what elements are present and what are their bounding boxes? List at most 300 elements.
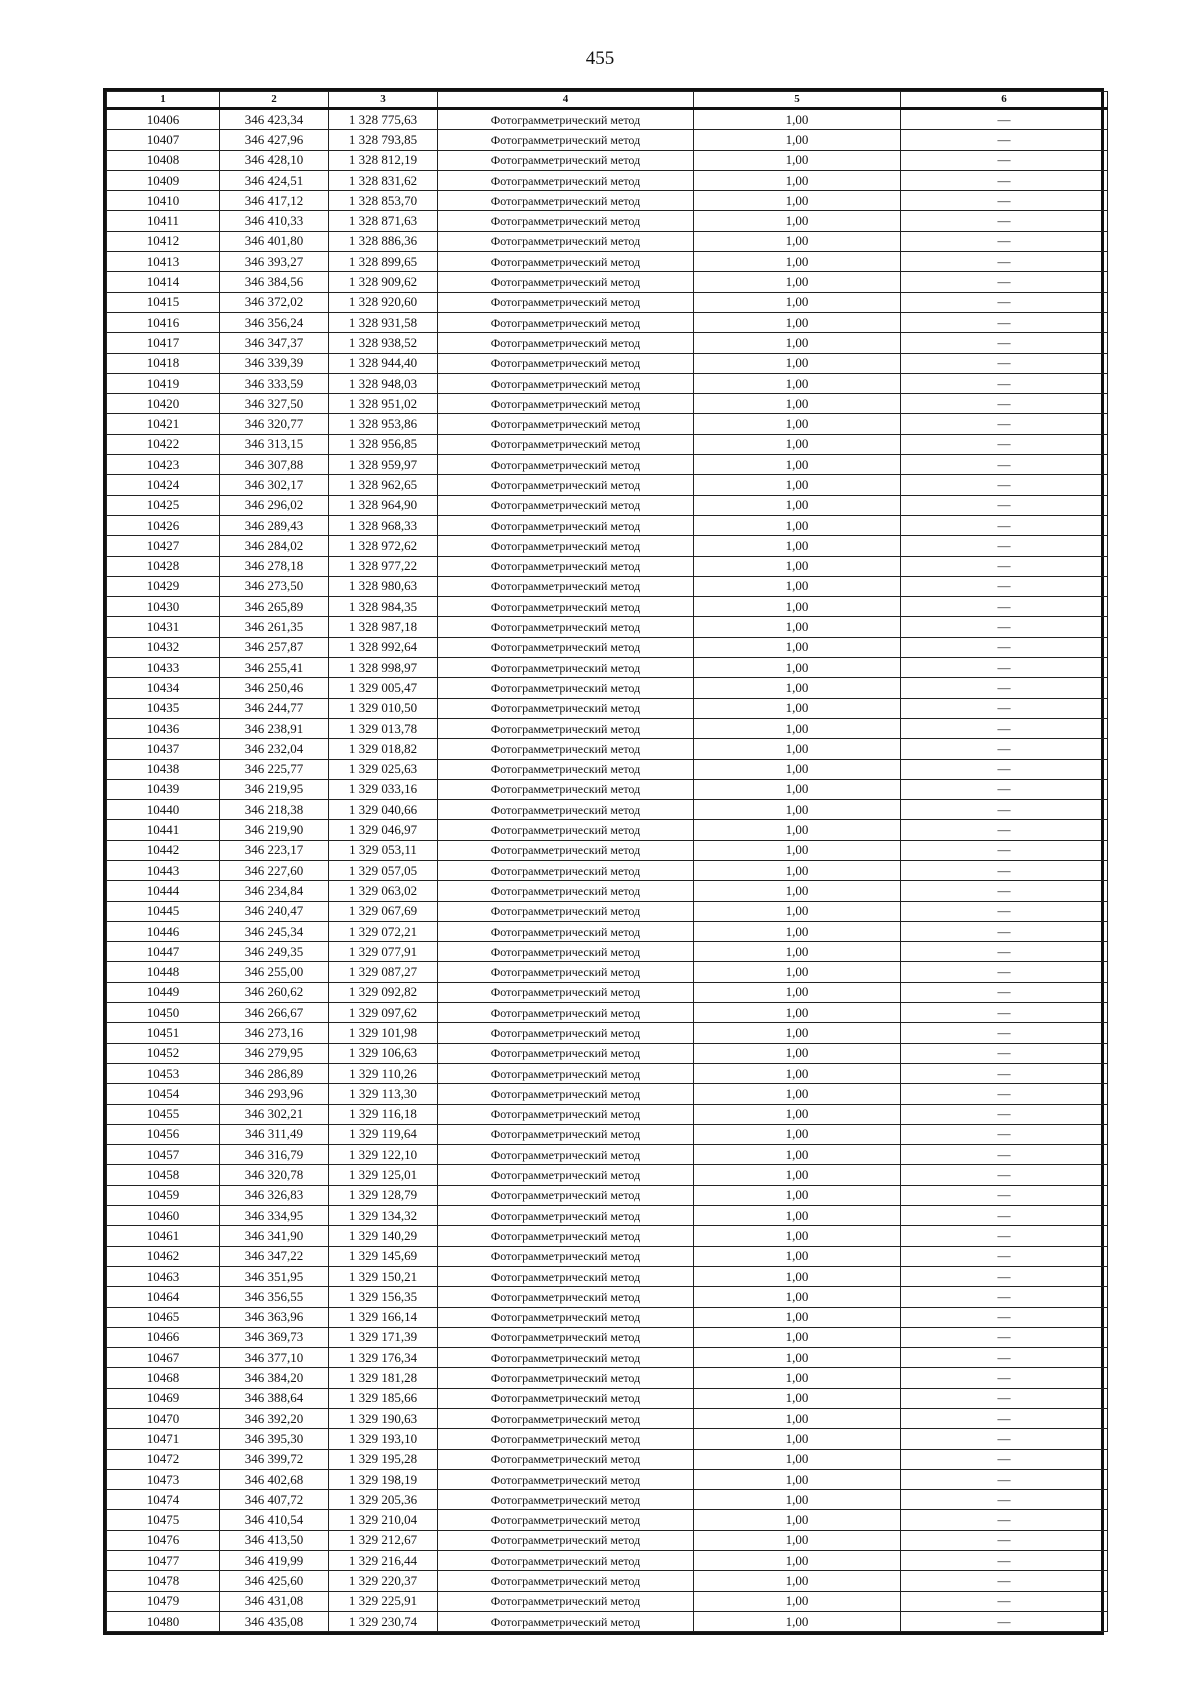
x-coordinate-cell: 346 234,84	[220, 881, 329, 901]
x-coordinate-cell: 346 218,38	[220, 800, 329, 820]
y-coordinate-cell: 1 328 853,70	[329, 191, 438, 211]
note-cell: —	[901, 759, 1108, 779]
method-cell: Фотограмметрический метод	[438, 394, 694, 414]
note-cell: —	[901, 1551, 1108, 1571]
x-coordinate-cell: 346 273,50	[220, 576, 329, 596]
table-row	[107, 1611, 1108, 1631]
table-row	[107, 617, 1108, 637]
accuracy-cell: 1,00	[694, 1429, 901, 1449]
method-cell: Фотограмметрический метод	[438, 779, 694, 799]
method-cell: Фотограмметрический метод	[438, 1104, 694, 1124]
x-coordinate-cell: 346 410,33	[220, 211, 329, 231]
x-coordinate-cell: 346 341,90	[220, 1226, 329, 1246]
x-coordinate-cell: 346 240,47	[220, 901, 329, 921]
point-number-cell: 10415	[107, 292, 220, 312]
point-number-cell: 10444	[107, 881, 220, 901]
note-cell: —	[901, 292, 1108, 312]
point-number-cell: 10425	[107, 495, 220, 515]
x-coordinate-cell: 346 249,35	[220, 942, 329, 962]
point-number-cell: 10476	[107, 1530, 220, 1550]
note-cell: —	[901, 1530, 1108, 1550]
y-coordinate-cell: 1 328 959,97	[329, 455, 438, 475]
accuracy-cell: 1,00	[694, 820, 901, 840]
point-number-cell: 10421	[107, 414, 220, 434]
method-cell: Фотограмметрический метод	[438, 1327, 694, 1347]
x-coordinate-cell: 346 302,17	[220, 475, 329, 495]
x-coordinate-cell: 346 278,18	[220, 556, 329, 576]
accuracy-cell: 1,00	[694, 191, 901, 211]
x-coordinate-cell: 346 402,68	[220, 1469, 329, 1489]
table-row	[107, 1185, 1108, 1205]
table-row	[107, 1388, 1108, 1408]
note-cell: —	[901, 1287, 1108, 1307]
method-cell: Фотограмметрический метод	[438, 962, 694, 982]
table-row	[107, 1530, 1108, 1550]
y-coordinate-cell: 1 329 063,02	[329, 881, 438, 901]
x-coordinate-cell: 346 219,90	[220, 820, 329, 840]
accuracy-cell: 1,00	[694, 252, 901, 272]
point-number-cell: 10479	[107, 1591, 220, 1611]
table-row	[107, 759, 1108, 779]
point-number-cell: 10464	[107, 1287, 220, 1307]
accuracy-cell: 1,00	[694, 860, 901, 880]
y-coordinate-cell: 1 329 166,14	[329, 1307, 438, 1327]
method-cell: Фотограмметрический метод	[438, 1084, 694, 1104]
x-coordinate-cell: 346 419,99	[220, 1551, 329, 1571]
accuracy-cell: 1,00	[694, 1388, 901, 1408]
accuracy-cell: 1,00	[694, 333, 901, 353]
note-cell: —	[901, 1611, 1108, 1631]
accuracy-cell: 1,00	[694, 617, 901, 637]
accuracy-cell: 1,00	[694, 658, 901, 678]
table-row	[107, 1145, 1108, 1165]
accuracy-cell: 1,00	[694, 1266, 901, 1286]
note-cell: —	[901, 455, 1108, 475]
method-cell: Фотограмметрический метод	[438, 373, 694, 393]
method-cell: Фотограмметрический метод	[438, 414, 694, 434]
method-cell: Фотограмметрический метод	[438, 252, 694, 272]
accuracy-cell: 1,00	[694, 455, 901, 475]
table-row	[107, 1063, 1108, 1083]
method-cell: Фотограмметрический метод	[438, 1023, 694, 1043]
note-cell: —	[901, 1206, 1108, 1226]
method-cell: Фотограмметрический метод	[438, 1348, 694, 1368]
y-coordinate-cell: 1 329 210,04	[329, 1510, 438, 1530]
y-coordinate-cell: 1 329 053,11	[329, 840, 438, 860]
y-coordinate-cell: 1 328 984,35	[329, 597, 438, 617]
method-cell: Фотограмметрический метод	[438, 1246, 694, 1266]
method-cell: Фотограмметрический метод	[438, 475, 694, 495]
method-cell: Фотограмметрический метод	[438, 901, 694, 921]
point-number-cell: 10442	[107, 840, 220, 860]
method-cell: Фотограмметрический метод	[438, 617, 694, 637]
x-coordinate-cell: 346 427,96	[220, 130, 329, 150]
table-row	[107, 252, 1108, 272]
point-number-cell: 10477	[107, 1551, 220, 1571]
x-coordinate-cell: 346 286,89	[220, 1063, 329, 1083]
note-cell: —	[901, 515, 1108, 535]
method-cell: Фотограмметрический метод	[438, 1287, 694, 1307]
x-coordinate-cell: 346 413,50	[220, 1530, 329, 1550]
method-cell: Фотограмметрический метод	[438, 637, 694, 657]
accuracy-cell: 1,00	[694, 1206, 901, 1226]
y-coordinate-cell: 1 329 057,05	[329, 860, 438, 880]
accuracy-cell: 1,00	[694, 576, 901, 596]
y-coordinate-cell: 1 329 077,91	[329, 942, 438, 962]
table-row	[107, 515, 1108, 535]
y-coordinate-cell: 1 328 992,64	[329, 637, 438, 657]
x-coordinate-cell: 346 238,91	[220, 718, 329, 738]
accuracy-cell: 1,00	[694, 495, 901, 515]
y-coordinate-cell: 1 329 185,66	[329, 1388, 438, 1408]
table-row	[107, 982, 1108, 1002]
accuracy-cell: 1,00	[694, 718, 901, 738]
accuracy-cell: 1,00	[694, 678, 901, 698]
y-coordinate-cell: 1 329 013,78	[329, 718, 438, 738]
x-coordinate-cell: 346 250,46	[220, 678, 329, 698]
method-cell: Фотограмметрический метод	[438, 597, 694, 617]
accuracy-cell: 1,00	[694, 759, 901, 779]
table-row	[107, 820, 1108, 840]
accuracy-cell: 1,00	[694, 373, 901, 393]
note-cell: —	[901, 820, 1108, 840]
y-coordinate-cell: 1 328 951,02	[329, 394, 438, 414]
method-cell: Фотограмметрический метод	[438, 800, 694, 820]
y-coordinate-cell: 1 329 220,37	[329, 1571, 438, 1591]
table-row	[107, 779, 1108, 799]
method-cell: Фотограмметрический метод	[438, 658, 694, 678]
coordinates-table	[106, 91, 1108, 1632]
x-coordinate-cell: 346 356,55	[220, 1287, 329, 1307]
method-cell: Фотограмметрический метод	[438, 1469, 694, 1489]
x-coordinate-cell: 346 219,95	[220, 779, 329, 799]
method-cell: Фотограмметрический метод	[438, 495, 694, 515]
y-coordinate-cell: 1 329 116,18	[329, 1104, 438, 1124]
note-cell: —	[901, 1388, 1108, 1408]
table-row	[107, 1571, 1108, 1591]
y-coordinate-cell: 1 329 145,69	[329, 1246, 438, 1266]
y-coordinate-cell: 1 328 956,85	[329, 434, 438, 454]
accuracy-cell: 1,00	[694, 901, 901, 921]
table-row	[107, 1490, 1108, 1510]
table-row	[107, 698, 1108, 718]
point-number-cell: 10416	[107, 312, 220, 332]
method-cell: Фотограмметрический метод	[438, 536, 694, 556]
accuracy-cell: 1,00	[694, 637, 901, 657]
y-coordinate-cell: 1 329 122,10	[329, 1145, 438, 1165]
point-number-cell: 10410	[107, 191, 220, 211]
y-coordinate-cell: 1 329 092,82	[329, 982, 438, 1002]
x-coordinate-cell: 346 424,51	[220, 170, 329, 190]
table-row	[107, 1206, 1108, 1226]
note-cell: —	[901, 779, 1108, 799]
y-coordinate-cell: 1 328 953,86	[329, 414, 438, 434]
point-number-cell: 10465	[107, 1307, 220, 1327]
y-coordinate-cell: 1 328 886,36	[329, 231, 438, 251]
x-coordinate-cell: 346 266,67	[220, 1003, 329, 1023]
table-row	[107, 495, 1108, 515]
column-header-5: 5	[694, 92, 901, 109]
note-cell: —	[901, 373, 1108, 393]
y-coordinate-cell: 1 329 140,29	[329, 1226, 438, 1246]
x-coordinate-cell: 346 388,64	[220, 1388, 329, 1408]
note-cell: —	[901, 1023, 1108, 1043]
point-number-cell: 10437	[107, 739, 220, 759]
method-cell: Фотограмметрический метод	[438, 1043, 694, 1063]
x-coordinate-cell: 346 227,60	[220, 860, 329, 880]
y-coordinate-cell: 1 328 920,60	[329, 292, 438, 312]
method-cell: Фотограмметрический метод	[438, 1510, 694, 1530]
point-number-cell: 10422	[107, 434, 220, 454]
x-coordinate-cell: 346 393,27	[220, 252, 329, 272]
point-number-cell: 10462	[107, 1246, 220, 1266]
x-coordinate-cell: 346 333,59	[220, 373, 329, 393]
accuracy-cell: 1,00	[694, 515, 901, 535]
y-coordinate-cell: 1 329 225,91	[329, 1591, 438, 1611]
note-cell: —	[901, 921, 1108, 941]
y-coordinate-cell: 1 328 977,22	[329, 556, 438, 576]
point-number-cell: 10412	[107, 231, 220, 251]
table-row	[107, 1287, 1108, 1307]
method-cell: Фотограмметрический метод	[438, 1226, 694, 1246]
table-row	[107, 231, 1108, 251]
accuracy-cell: 1,00	[694, 1348, 901, 1368]
table-row	[107, 170, 1108, 190]
method-cell: Фотограмметрический метод	[438, 434, 694, 454]
y-coordinate-cell: 1 329 113,30	[329, 1084, 438, 1104]
table-row	[107, 434, 1108, 454]
y-coordinate-cell: 1 329 134,32	[329, 1206, 438, 1226]
note-cell: —	[901, 1165, 1108, 1185]
accuracy-cell: 1,00	[694, 231, 901, 251]
accuracy-cell: 1,00	[694, 1591, 901, 1611]
point-number-cell: 10466	[107, 1327, 220, 1347]
x-coordinate-cell: 346 401,80	[220, 231, 329, 251]
note-cell: —	[901, 1185, 1108, 1205]
table-header	[107, 92, 1108, 109]
note-cell: —	[901, 536, 1108, 556]
note-cell: —	[901, 1307, 1108, 1327]
x-coordinate-cell: 346 356,24	[220, 312, 329, 332]
note-cell: —	[901, 637, 1108, 657]
page-number: 455	[585, 48, 615, 69]
x-coordinate-cell: 346 384,56	[220, 272, 329, 292]
point-number-cell: 10423	[107, 455, 220, 475]
point-number-cell: 10443	[107, 860, 220, 880]
x-coordinate-cell: 346 431,08	[220, 1591, 329, 1611]
note-cell: —	[901, 1043, 1108, 1063]
coordinates-table-frame	[103, 88, 1104, 1635]
point-number-cell: 10455	[107, 1104, 220, 1124]
table-row	[107, 1023, 1108, 1043]
accuracy-cell: 1,00	[694, 800, 901, 820]
x-coordinate-cell: 346 302,21	[220, 1104, 329, 1124]
point-number-cell: 10429	[107, 576, 220, 596]
y-coordinate-cell: 1 329 181,28	[329, 1368, 438, 1388]
note-cell: —	[901, 1429, 1108, 1449]
table-row	[107, 1084, 1108, 1104]
accuracy-cell: 1,00	[694, 1469, 901, 1489]
y-coordinate-cell: 1 328 909,62	[329, 272, 438, 292]
method-cell: Фотограмметрический метод	[438, 170, 694, 190]
accuracy-cell: 1,00	[694, 1409, 901, 1429]
method-cell: Фотограмметрический метод	[438, 1185, 694, 1205]
table-row	[107, 739, 1108, 759]
accuracy-cell: 1,00	[694, 1327, 901, 1347]
x-coordinate-cell: 346 410,54	[220, 1510, 329, 1530]
y-coordinate-cell: 1 328 987,18	[329, 617, 438, 637]
point-number-cell: 10432	[107, 637, 220, 657]
table-row	[107, 109, 1108, 130]
method-cell: Фотограмметрический метод	[438, 739, 694, 759]
table-row	[107, 353, 1108, 373]
table-row	[107, 1449, 1108, 1469]
x-coordinate-cell: 346 428,10	[220, 150, 329, 170]
table-row	[107, 1003, 1108, 1023]
table-row	[107, 678, 1108, 698]
note-cell: —	[901, 800, 1108, 820]
table-row	[107, 455, 1108, 475]
point-number-cell: 10431	[107, 617, 220, 637]
table-row	[107, 962, 1108, 982]
note-cell: —	[901, 1145, 1108, 1165]
table-row	[107, 1368, 1108, 1388]
accuracy-cell: 1,00	[694, 1530, 901, 1550]
y-coordinate-cell: 1 328 962,65	[329, 475, 438, 495]
note-cell: —	[901, 698, 1108, 718]
table-body	[107, 109, 1108, 1632]
accuracy-cell: 1,00	[694, 1246, 901, 1266]
x-coordinate-cell: 346 284,02	[220, 536, 329, 556]
method-cell: Фотограмметрический метод	[438, 698, 694, 718]
point-number-cell: 10445	[107, 901, 220, 921]
accuracy-cell: 1,00	[694, 1449, 901, 1469]
note-cell: —	[901, 1084, 1108, 1104]
point-number-cell: 10447	[107, 942, 220, 962]
table-row	[107, 191, 1108, 211]
accuracy-cell: 1,00	[694, 739, 901, 759]
accuracy-cell: 1,00	[694, 962, 901, 982]
x-coordinate-cell: 346 351,95	[220, 1266, 329, 1286]
x-coordinate-cell: 346 273,16	[220, 1023, 329, 1043]
method-cell: Фотограмметрический метод	[438, 1449, 694, 1469]
table-row	[107, 1165, 1108, 1185]
table-row	[107, 1327, 1108, 1347]
method-cell: Фотограмметрический метод	[438, 1551, 694, 1571]
y-coordinate-cell: 1 329 110,26	[329, 1063, 438, 1083]
note-cell: —	[901, 211, 1108, 231]
x-coordinate-cell: 346 261,35	[220, 617, 329, 637]
table-row	[107, 211, 1108, 231]
point-number-cell: 10430	[107, 597, 220, 617]
y-coordinate-cell: 1 329 128,79	[329, 1185, 438, 1205]
table-row	[107, 942, 1108, 962]
table-row	[107, 130, 1108, 150]
accuracy-cell: 1,00	[694, 312, 901, 332]
point-number-cell: 10419	[107, 373, 220, 393]
point-number-cell: 10418	[107, 353, 220, 373]
note-cell: —	[901, 191, 1108, 211]
point-number-cell: 10426	[107, 515, 220, 535]
point-number-cell: 10467	[107, 1348, 220, 1368]
method-cell: Фотограмметрический метод	[438, 1429, 694, 1449]
point-number-cell: 10414	[107, 272, 220, 292]
x-coordinate-cell: 346 255,00	[220, 962, 329, 982]
method-cell: Фотограмметрический метод	[438, 1307, 694, 1327]
accuracy-cell: 1,00	[694, 1084, 901, 1104]
y-coordinate-cell: 1 329 097,62	[329, 1003, 438, 1023]
point-number-cell: 10453	[107, 1063, 220, 1083]
table-row	[107, 901, 1108, 921]
note-cell: —	[901, 881, 1108, 901]
point-number-cell: 10469	[107, 1388, 220, 1408]
method-cell: Фотограмметрический метод	[438, 718, 694, 738]
x-coordinate-cell: 346 395,30	[220, 1429, 329, 1449]
x-coordinate-cell: 346 320,78	[220, 1165, 329, 1185]
accuracy-cell: 1,00	[694, 698, 901, 718]
y-coordinate-cell: 1 329 067,69	[329, 901, 438, 921]
y-coordinate-cell: 1 329 171,39	[329, 1327, 438, 1347]
note-cell: —	[901, 739, 1108, 759]
method-cell: Фотограмметрический метод	[438, 1206, 694, 1226]
accuracy-cell: 1,00	[694, 272, 901, 292]
accuracy-cell: 1,00	[694, 1003, 901, 1023]
table-row	[107, 312, 1108, 332]
method-cell: Фотограмметрический метод	[438, 942, 694, 962]
method-cell: Фотограмметрический метод	[438, 1063, 694, 1083]
y-coordinate-cell: 1 329 025,63	[329, 759, 438, 779]
x-coordinate-cell: 346 316,79	[220, 1145, 329, 1165]
point-number-cell: 10434	[107, 678, 220, 698]
point-number-cell: 10436	[107, 718, 220, 738]
point-number-cell: 10406	[107, 109, 220, 130]
x-coordinate-cell: 346 425,60	[220, 1571, 329, 1591]
method-cell: Фотограмметрический метод	[438, 1165, 694, 1185]
x-coordinate-cell: 346 347,22	[220, 1246, 329, 1266]
point-number-cell: 10433	[107, 658, 220, 678]
point-number-cell: 10471	[107, 1429, 220, 1449]
method-cell: Фотограмметрический метод	[438, 191, 694, 211]
note-cell: —	[901, 1226, 1108, 1246]
point-number-cell: 10452	[107, 1043, 220, 1063]
note-cell: —	[901, 860, 1108, 880]
x-coordinate-cell: 346 423,34	[220, 109, 329, 130]
y-coordinate-cell: 1 328 793,85	[329, 130, 438, 150]
method-cell: Фотограмметрический метод	[438, 759, 694, 779]
accuracy-cell: 1,00	[694, 982, 901, 1002]
x-coordinate-cell: 346 313,15	[220, 434, 329, 454]
accuracy-cell: 1,00	[694, 292, 901, 312]
method-cell: Фотограмметрический метод	[438, 353, 694, 373]
point-number-cell: 10448	[107, 962, 220, 982]
x-coordinate-cell: 346 279,95	[220, 1043, 329, 1063]
x-coordinate-cell: 346 377,10	[220, 1348, 329, 1368]
accuracy-cell: 1,00	[694, 1571, 901, 1591]
note-cell: —	[901, 109, 1108, 130]
accuracy-cell: 1,00	[694, 1185, 901, 1205]
note-cell: —	[901, 1409, 1108, 1429]
y-coordinate-cell: 1 329 205,36	[329, 1490, 438, 1510]
x-coordinate-cell: 346 293,96	[220, 1084, 329, 1104]
x-coordinate-cell: 346 392,20	[220, 1409, 329, 1429]
table-row	[107, 1124, 1108, 1144]
note-cell: —	[901, 982, 1108, 1002]
note-cell: —	[901, 150, 1108, 170]
table-row	[107, 556, 1108, 576]
accuracy-cell: 1,00	[694, 1023, 901, 1043]
x-coordinate-cell: 346 289,43	[220, 515, 329, 535]
method-cell: Фотограмметрический метод	[438, 1571, 694, 1591]
